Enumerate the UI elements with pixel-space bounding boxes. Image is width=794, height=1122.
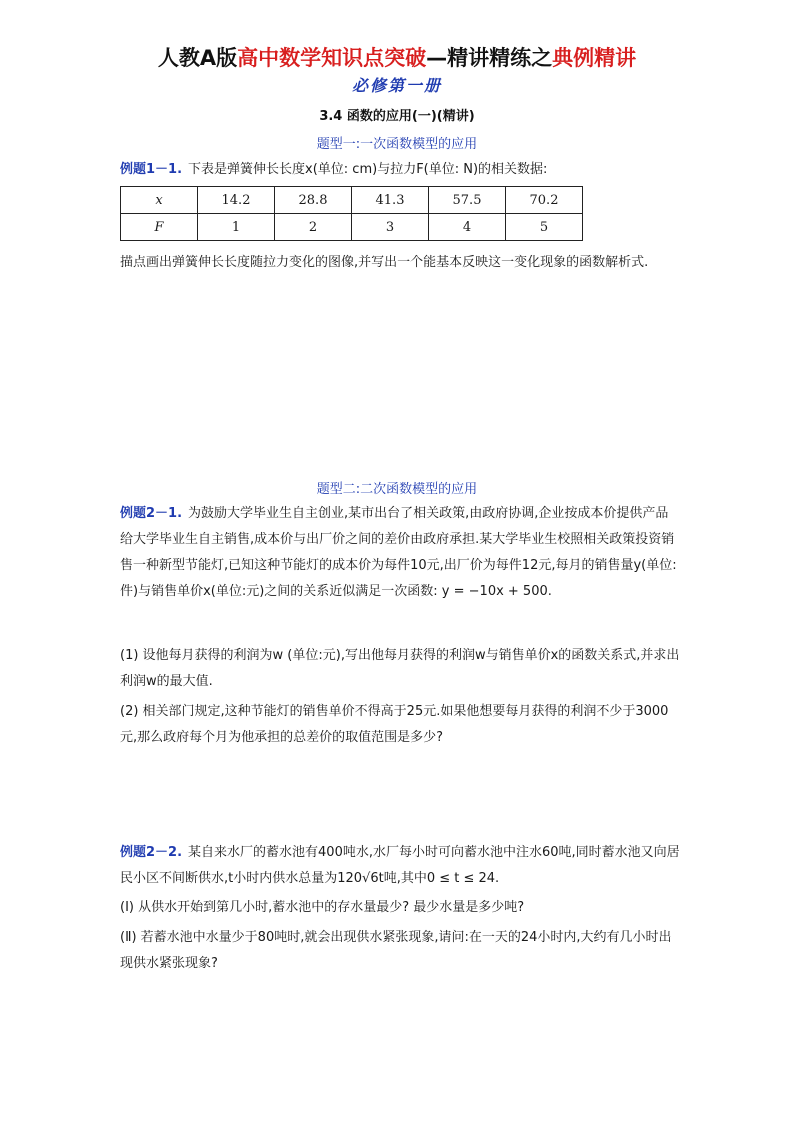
example-2-1-label: 例题2－1. (120, 506, 183, 521)
example-2-1 (120, 501, 680, 605)
example-2-2-question-2: (Ⅱ) 若蓄水池中水量少于80吨时,就会出现供水紧张现象,请问:在一天的24小时内,大约有几小时出现供水紧张现象? (120, 930, 672, 971)
table-cell: 5 (506, 214, 583, 241)
example-1-1-label: 例题1－1. (120, 162, 183, 177)
example-2-2 (120, 840, 680, 892)
table-cell: 28.8 (275, 187, 352, 214)
topic1-heading: 题型一:一次函数模型的应用 (316, 137, 478, 152)
table-cell: 41.3 (352, 187, 429, 214)
table-cell: 70.2 (506, 187, 583, 214)
table-cell-f-label: F (121, 214, 198, 241)
example-2-2-label: 例题2－2. (120, 845, 183, 860)
document-subtitle: 必修第一册 (351, 76, 442, 95)
table-row-f (121, 214, 583, 241)
example-2-1-question-1: (1) 设他每月获得的利润为w (单位:元),写出他每月获得的利润w与销售单价x的函数关系式,并求出利润w的最大值. (120, 648, 680, 689)
table-cell: 14.2 (198, 187, 275, 214)
example-2-1-question-2: (2) 相关部门规定,这种节能灯的销售单价不得高于25元.如果他想要每月获得的利润不少于3000元,那么政府每个月为他承担的总差价的取值范围是多少? (120, 704, 669, 745)
example-1-1-text: 下表是弹簧伸长长度x(单位: cm)与拉力F(单位: N)的相关数据: (188, 162, 548, 177)
table-cell: 3 (352, 214, 429, 241)
table-cell: 1 (198, 214, 275, 241)
title-part-edition: 人教A版 (157, 46, 238, 70)
table-cell: 2 (275, 214, 352, 241)
table-row-x (121, 187, 583, 214)
topic2-heading: 题型二:二次函数模型的应用 (316, 482, 478, 497)
example-2-2-text: 某自来水厂的蓄水池有400吨水,水厂每小时可向蓄水池中注水60吨,同时蓄水池又向居民小区不间断供水,t小时内供水总量为120√6t吨,其中0 ≤ t ≤ 24. (120, 845, 680, 886)
table-cell: 4 (429, 214, 506, 241)
document-title (0, 42, 794, 72)
table-cell-x-label: x (121, 187, 198, 214)
example-1-1 (120, 157, 680, 183)
example-2-2-question-1: (Ⅰ) 从供水开始到第几小时,蓄水池中的存水量最少? 最少水量是多少吨? (120, 900, 525, 915)
spring-data-table (120, 186, 583, 241)
title-part-topic: 高中数学知识点突破 (237, 46, 427, 70)
example-2-1-text: 为鼓励大学毕业生自主创业,某市出台了相关政策,由政府协调,企业按成本价提供产品给大学毕业生自主销售,成本价与出厂价之间的差价由政府承担.某大学毕业生校照相关政策投资销售一种新型节能灯,已知这种节能灯的成本价为每件10元,出厂价为每件12元,每月的销售量y(单位:件)与销售单价x(单位:元)之间的关系近似满足一次函数: y = −10x + 500. (120, 506, 677, 599)
title-part-series: —精讲精练之 (426, 46, 553, 70)
section-title: 3.4 函数的应用(一)(精讲) (319, 109, 475, 124)
example-1-1-question: 描点画出弹簧伸长长度随拉力变化的图像,并写出一个能基本反映这一变化现象的函数解析式. (120, 255, 649, 270)
table-cell: 57.5 (429, 187, 506, 214)
title-part-type: 典例精讲 (552, 46, 637, 70)
